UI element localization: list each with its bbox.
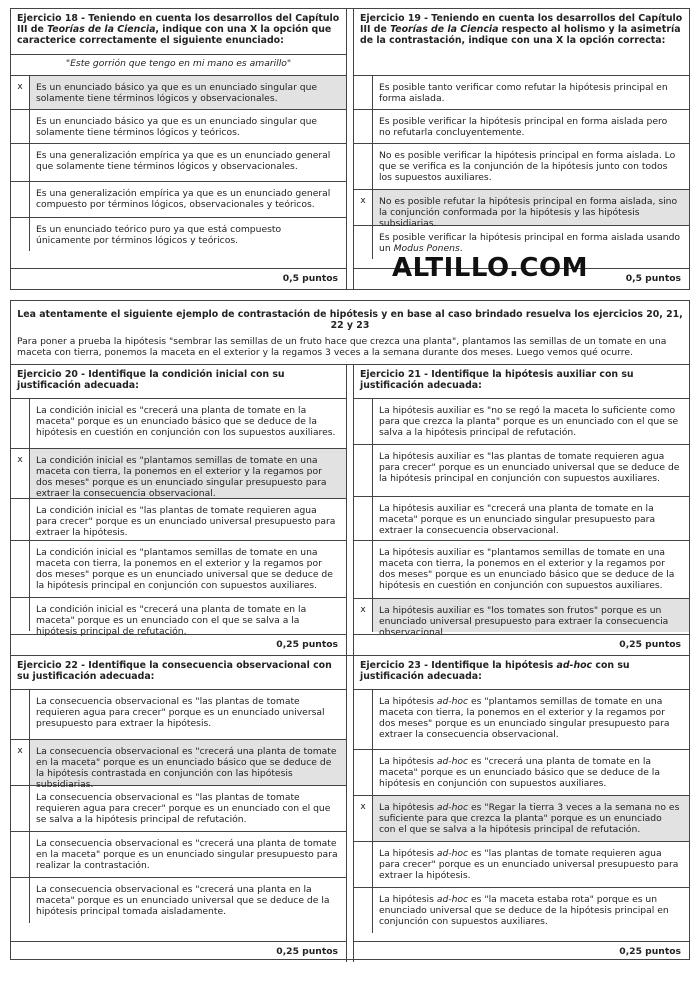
exercise-19-points: 0,5 puntos bbox=[354, 268, 689, 289]
answer-checkbox[interactable] bbox=[354, 226, 373, 259]
ex21-option-1[interactable] bbox=[354, 398, 689, 444]
ex20-option-2[interactable] bbox=[11, 448, 346, 498]
ex22-option-5[interactable] bbox=[11, 877, 346, 923]
answer-checkbox[interactable] bbox=[11, 499, 30, 540]
ex21-option-5[interactable] bbox=[354, 598, 689, 638]
answer-checkbox[interactable]: x bbox=[11, 740, 30, 785]
answer-checkbox[interactable] bbox=[11, 598, 30, 631]
option-text: La hipótesis ad-hoc es "crecerá una planta de tomate en la maceta" porque es un enunciado básico que se deduce de la hipótesis en conjunción con supuestos auxiliares. bbox=[379, 755, 660, 789]
option-text: La consecuencia observacional es "crecerá una planta de tomate en la maceta" porque es un enunciado básico que se deduce de la hipótesis contrastada en conjunción con las hipótesis subsidiarias. bbox=[30, 740, 346, 785]
exercise-18 bbox=[11, 9, 347, 289]
option-text: La hipótesis ad-hoc es "la maceta estaba rota" porque es un enunciado universal que se deduce de la hipótesis principal en conjunción con supuestos auxiliares. bbox=[379, 893, 669, 927]
answer-checkbox[interactable] bbox=[354, 497, 373, 540]
answer-checkbox[interactable] bbox=[354, 110, 373, 143]
exercise-18-points: 0,5 puntos bbox=[11, 268, 346, 289]
watermark-logo: ALTILLO.COM bbox=[392, 253, 588, 283]
ex21-option-4[interactable] bbox=[354, 540, 689, 598]
ex20-option-3[interactable] bbox=[11, 498, 346, 540]
answer-checkbox[interactable] bbox=[11, 110, 30, 143]
option-text: La hipótesis ad-hoc es "plantamos semillas de tomate en una maceta con tierra, la ponemos en el exterior y la regamos por dos meses" porque es un enunciado singular presupuesto para extraer la consecuencia observacional. bbox=[379, 695, 670, 740]
answer-checkbox[interactable] bbox=[354, 76, 373, 109]
answer-checkbox[interactable] bbox=[11, 832, 30, 877]
ex21-option-2[interactable] bbox=[354, 444, 689, 496]
answer-checkbox[interactable] bbox=[11, 541, 30, 597]
option-text: Es un enunciado básico ya que es un enunciado singular que solamente tiene términos lógicos y observacionales. bbox=[30, 76, 346, 109]
exercise-23 bbox=[353, 656, 689, 962]
option-text: La hipótesis auxiliar es "crecerá una planta de tomate en la maceta" porque es un enunciado singular presupuesto para extraer la consecuencia observacional. bbox=[379, 502, 656, 536]
exercise-21-title: Ejercicio 21 - Identifique la hipótesis auxiliar con su justificación adecuada: bbox=[360, 368, 634, 391]
ex23-option-1[interactable] bbox=[354, 689, 689, 749]
ex20-option-5[interactable] bbox=[11, 597, 346, 637]
option-text: La consecuencia observacional es "crecerá una planta de tomate en la maceta" porque es un enunciado singular presupuesto para realizar la contrastación. bbox=[36, 837, 338, 871]
option-text: Es posible verificar la hipótesis principal en forma aislada pero no refutarla concluyentemente. bbox=[379, 116, 668, 139]
ex19-option-4[interactable] bbox=[354, 189, 689, 230]
intro-title: Lea atentamente el siguiente ejemplo de contrastación de hipótesis y en base al caso brindado resuelva los ejercicios 20, 21, 22 y 23 bbox=[17, 309, 683, 332]
exercise-21 bbox=[353, 365, 689, 655]
answer-checkbox[interactable] bbox=[354, 144, 373, 189]
exercise-20-points: 0,25 puntos bbox=[11, 634, 346, 655]
option-text: Es una generalización empírica ya que es un enunciado general compuesto por términos lógicos, observacionales y teóricos. bbox=[36, 188, 331, 211]
ex19-option-1[interactable] bbox=[354, 75, 689, 109]
answer-checkbox[interactable] bbox=[354, 541, 373, 598]
answer-checkbox[interactable]: x bbox=[354, 599, 373, 632]
answer-checkbox[interactable]: x bbox=[354, 190, 373, 225]
answer-checkbox[interactable] bbox=[11, 218, 30, 251]
ex23-option-2[interactable] bbox=[354, 749, 689, 795]
answer-checkbox[interactable] bbox=[354, 445, 373, 496]
answer-checkbox[interactable]: x bbox=[11, 76, 30, 109]
ex18-option-3[interactable] bbox=[11, 143, 346, 181]
answer-checkbox[interactable] bbox=[354, 888, 373, 933]
option-text: La condición inicial es "las plantas de tomate requieren agua para crecer" porque es un enunciado universal presupuesto para extraer la hipótesis. bbox=[36, 504, 336, 538]
ex20-option-1[interactable] bbox=[11, 398, 346, 448]
option-text: La condición inicial es "crecerá una planta de tomate en la maceta" porque es un enunciado básico que se deduce de la hipótesis en cuestión en conjunción con los supuestos auxiliares. bbox=[36, 404, 336, 438]
exercise-19-title: Ejercicio 19 - Teniendo en cuenta los desarrollos del Capítulo III de Teorías de la Ciencia respecto al holismo y la asimetría de la contrastación, indique con una X la opción correcta: bbox=[360, 13, 683, 47]
exercise-22-points: 0,25 puntos bbox=[11, 941, 346, 962]
option-text: La condición inicial es "plantamos semillas de tomate en una maceta con tierra, la ponemos en el exterior y la regamos por dos meses" porque es un enunciado singular presupuesto para extraer la consecuencia observacional. bbox=[30, 449, 346, 498]
exercise-19 bbox=[353, 9, 689, 289]
exercise-23-title: Ejercicio 23 - Identifique la hipótesis ad-hoc con su justificación adecuada: bbox=[360, 659, 630, 682]
option-text: Es un enunciado básico ya que es un enunciado singular que solamente tiene términos lógicos y teóricos. bbox=[36, 116, 318, 139]
answer-checkbox[interactable] bbox=[354, 750, 373, 795]
option-text: La hipótesis ad-hoc es "las plantas de tomate requieren agua para crecer" porque es un enunciado universal presupuesto para extraer la hipótesis. bbox=[379, 847, 679, 881]
answer-checkbox[interactable] bbox=[11, 399, 30, 448]
ex23-option-4[interactable] bbox=[354, 841, 689, 887]
option-text: La hipótesis auxiliar es "no se regó la maceta lo suficiente como para que crezca la planta" porque es un enunciado con el que se salva a la hipótesis principal de refutación. bbox=[379, 404, 679, 438]
intro-text: Para poner a prueba la hipótesis "sembrar las semillas de un fruto hace que crezca una planta", plantamos las semillas de un tomate en una maceta con tierra, ponemos la maceta en el exterior y la regamos 3 veces a la semana durante dos meses. Luego vemos qué ocurre. bbox=[17, 335, 667, 358]
ex23-option-5[interactable] bbox=[354, 887, 689, 933]
option-text: La hipótesis ad-hoc es "Regar la tierra 3 veces a la semana no es suficiente para que crezca la planta" porque es un enunciado con el que se salva a la hipótesis principal de refutación. bbox=[373, 796, 689, 841]
exercise-20 bbox=[11, 365, 347, 655]
ex18-option-4[interactable] bbox=[11, 181, 346, 217]
ex22-option-3[interactable] bbox=[11, 785, 346, 831]
ex22-option-2[interactable] bbox=[11, 739, 346, 790]
answer-checkbox[interactable]: x bbox=[11, 449, 30, 498]
answer-checkbox[interactable] bbox=[11, 144, 30, 181]
option-text: Es una generalización empírica ya que es un enunciado general que solamente tiene términos lógicos y observacionales. bbox=[36, 150, 331, 173]
exercise-22-title: Ejercicio 22 - Identifique la consecuencia observacional con su justificación adecuada: bbox=[17, 659, 332, 682]
answer-checkbox[interactable]: x bbox=[354, 796, 373, 841]
answer-checkbox[interactable] bbox=[354, 690, 373, 749]
answer-checkbox[interactable] bbox=[11, 690, 30, 739]
answer-checkbox[interactable] bbox=[354, 399, 373, 444]
exercise-23-points: 0,25 puntos bbox=[354, 941, 689, 962]
ex22-option-4[interactable] bbox=[11, 831, 346, 877]
exercise-18-quote: "Este gorrión que tengo en mi mano es amarillo" bbox=[11, 54, 346, 75]
option-text: La consecuencia observacional es "las plantas de tomate requieren agua para crecer" porque es un enunciado universal presupuesto para extraer la hipótesis. bbox=[36, 695, 325, 729]
option-text: No es posible refutar la hipótesis principal en forma aislada, sino la conjunción conformada por la hipótesis y las hipótesis subsidiarias. bbox=[373, 190, 689, 225]
option-text: Es un enunciado teórico puro ya que está compuesto únicamente por términos lógicos y teóricos. bbox=[36, 224, 282, 247]
exercise-21-points: 0,25 puntos bbox=[354, 634, 689, 655]
option-text: La condición inicial es "plantamos semillas de tomate en una maceta con tierra, la ponemos en el exterior y la regamos por dos meses" porque es un enunciado universal que se deduce de la hipótesis principal en conjunción con supuestos auxiliares. bbox=[36, 546, 333, 591]
ex18-option-1[interactable] bbox=[11, 75, 346, 109]
option-text: Es posible tanto verificar como refutar la hipótesis principal en forma aislada. bbox=[379, 82, 668, 105]
option-text: La hipótesis auxiliar es "plantamos semillas de tomate en una maceta con tierra, la ponemos en el exterior y la regamos por dos meses" porque es un enunciado básico que se deduce de la hipótesis en cuestión en conjunción con supuestos auxiliares. bbox=[379, 546, 675, 591]
option-text: La consecuencia observacional es "crecerá una planta en la maceta" porque es un enunciado universal que se deduce de la hipótesis principal tomada aisladamente. bbox=[36, 883, 330, 917]
option-text: La condición inicial es "crecerá una planta de tomate en la maceta" porque es un enunciado con el que se salva a la hipótesis principal de refutación. bbox=[36, 603, 307, 637]
option-text: La hipótesis auxiliar es "las plantas de tomate requieren agua para crecer" porque es un enunciado universal que se deduce de la hipótesis principal en conjunción con supuestos auxiliares. bbox=[379, 450, 680, 484]
ex21-option-3[interactable] bbox=[354, 496, 689, 540]
exercises-20-23-block bbox=[10, 300, 690, 960]
ex19-option-3[interactable] bbox=[354, 143, 689, 189]
ex18-option-2[interactable] bbox=[11, 109, 346, 143]
option-text: No es posible verificar la hipótesis principal en forma aislada. Lo que se verifica es la conjunción de la hipótesis junto con todos los supuestos auxiliares. bbox=[379, 150, 676, 184]
option-text: La consecuencia observacional es "las plantas de tomate requieren agua para crecer" porque es un enunciado con el que se salva a la hipótesis principal de refutación. bbox=[36, 791, 331, 825]
ex18-option-5[interactable] bbox=[11, 217, 346, 251]
answer-checkbox[interactable] bbox=[354, 842, 373, 887]
ex22-option-1[interactable] bbox=[11, 689, 346, 739]
answer-checkbox[interactable] bbox=[11, 786, 30, 831]
exercise-22 bbox=[11, 656, 347, 962]
exercises-18-19-block bbox=[10, 8, 690, 290]
answer-checkbox[interactable] bbox=[11, 878, 30, 923]
option-text: La hipótesis auxiliar es "los tomates son frutos" porque es un enunciado universal presupuesto para extraer la consecuencia observacional. bbox=[373, 599, 689, 632]
exercise-18-title: Ejercicio 18 - Teniendo en cuenta los desarrollos del Capítulo III de Teorías de la Ciencia, indique con una X la opción que caracterice correctamente el siguiente enunciado: bbox=[17, 13, 340, 47]
ex23-option-3[interactable] bbox=[354, 795, 689, 841]
exercise-20-title: Ejercicio 20 - Identifique la condición inicial con su justificación adecuada: bbox=[17, 368, 285, 391]
ex20-option-4[interactable] bbox=[11, 540, 346, 597]
answer-checkbox[interactable] bbox=[11, 182, 30, 217]
ex19-option-2[interactable] bbox=[354, 109, 689, 143]
option-text: Es posible verificar la hipótesis principal en forma aislada usando un Modus Ponens. bbox=[379, 232, 681, 255]
